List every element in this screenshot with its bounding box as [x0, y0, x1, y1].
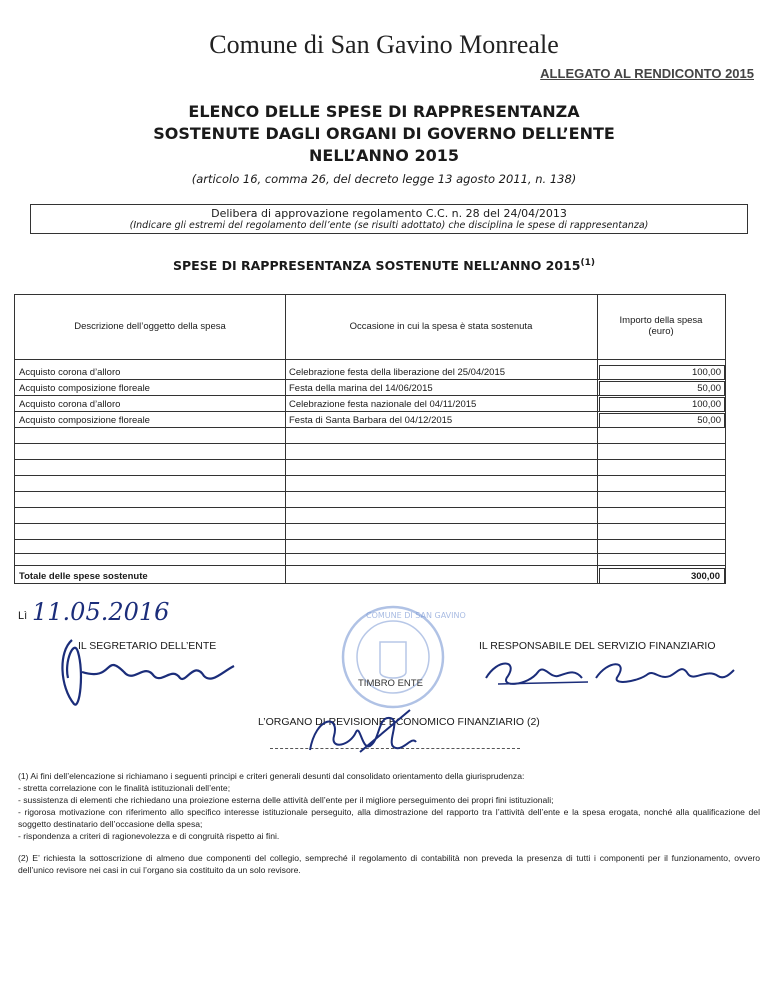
row-line [15, 459, 725, 460]
document-title-line-3: NELL’ANNO 2015 [309, 146, 459, 165]
row-line [15, 523, 725, 524]
delibera-text: Delibera di approvazione regolamento C.C. n. 28 del 24/04/2013 [211, 207, 567, 220]
row-line [15, 553, 725, 554]
finance-manager-label: IL RESPONSABILE DEL SERVIZIO FINANZIARIO [479, 640, 716, 652]
footnote-2: (2) E’ richiesta la sottoscrizione di almeno due componenti del collegio, sempreché il regolamento di contabilità non preveda la presenza di tutti i componenti per il funzionamento, ovvero dell’unico revisore nei casi in cui l’organo sia costituito da un solo revisore. [18, 853, 760, 875]
footnote-1-item: - rigorosa motivazione con riferimento allo specifico interesse istituzionale perseguito, alla dimostrazione del rapporto tra l’attività dell’ente e la spesa erogata, nonché alla qualificazione del soggetto destinatario dell’occasione della spesa; [18, 807, 760, 829]
section-title-text: SPESE DI RAPPRESENTANZA SOSTENUTE NELL’ANNO 2015 [173, 258, 581, 274]
municipality-name: Comune di San Gavino Monreale [209, 30, 559, 59]
revisor-signature [300, 706, 420, 760]
row-occasion: Celebrazione festa della liberazione del 25/04/2015 [289, 367, 506, 378]
row-description: Acquisto composizione floreale [19, 415, 150, 426]
handwritten-date: 11.05.2016 [32, 598, 170, 626]
row-line [15, 443, 725, 444]
total-value: 300,00 [599, 568, 725, 584]
row-line [15, 507, 725, 508]
header-amount [597, 315, 725, 337]
footnote-1-intro: (1) Ai fini dell’elencazione si richiamano i seguenti principi e criteri generali desunti dal consolidato orientamento della giurisprudenza: [18, 771, 525, 781]
secretary-label: IL SEGRETARIO DELL’ENTE [78, 640, 217, 652]
revisor-label: L’ORGANO DI REVISIONE ECONOMICO FINANZIARIO (2) [258, 716, 540, 728]
row-line [15, 475, 725, 476]
header-description: Descrizione dell’oggetto della spesa [74, 321, 226, 332]
row-description: Acquisto corona d’alloro [19, 367, 121, 378]
place-prefix: Lì [18, 610, 28, 622]
row-line [15, 539, 725, 540]
header-divider [15, 359, 725, 360]
header-amount-unit: (euro) [648, 326, 674, 337]
row-occasion: Festa di Santa Barbara del 04/12/2015 [289, 415, 453, 426]
total-divider [15, 565, 725, 566]
row-amount: 50,00 [697, 383, 721, 394]
attachment-label: ALLEGATO AL RENDICONTO 2015 [540, 66, 754, 81]
row-amount: 100,00 [691, 399, 721, 410]
delibera-hint: (Indicare gli estremi del regolamento dell’ente (se risulti adottato) che disciplina le spese di rappresentanza) [129, 220, 649, 231]
delibera-box [30, 204, 748, 234]
row-line [15, 491, 725, 492]
secretary-signature [54, 632, 244, 712]
row-description: Acquisto corona d’alloro [19, 399, 121, 410]
document-title-line-1: ELENCO DELLE SPESE DI RAPPRESENTANZA [188, 102, 580, 121]
document-subtitle: (articolo 16, comma 26, del decreto legge 13 agosto 2011, n. 138) [191, 172, 577, 186]
row-description: Acquisto composizione floreale [19, 383, 150, 394]
section-title [0, 258, 768, 273]
row-occasion: Celebrazione festa nazionale del 04/11/2015 [289, 399, 477, 410]
row-amount: 50,00 [697, 415, 721, 426]
header-occasion: Occasione in cui la spesa è stata sostenuta [349, 321, 533, 332]
footnote-1-item: - sussistenza di elementi che richiedano una proiezione esterna delle attività dell’ente per il migliore perseguimento dei propri fini istituzionali; [18, 795, 554, 805]
footnote-1-item: - stretta correlazione con le finalità istituzionali dell’ente; [18, 783, 231, 793]
header-amount-label: Importo della spesa [619, 315, 703, 326]
section-note-ref: (1) [580, 258, 595, 268]
official-stamp [338, 602, 466, 712]
expense-table [14, 294, 726, 584]
stamp-ring-text: COMUNE DI SAN GAVINO [366, 611, 466, 620]
row-occasion: Festa della marina del 14/06/2015 [289, 383, 433, 394]
finance-manager-signature [478, 648, 738, 698]
stamp-label: TIMBRO ENTE [358, 678, 423, 689]
row-amount: 100,00 [691, 367, 721, 378]
footnote-1-item: - rispondenza a criteri di ragionevolezza e di congruità rispetto ai fini. [18, 831, 280, 841]
document-title-line-2: SOSTENUTE DAGLI ORGANI DI GOVERNO DELL’ENTE [153, 124, 615, 143]
total-label: Totale delle spese sostenute [19, 571, 148, 582]
